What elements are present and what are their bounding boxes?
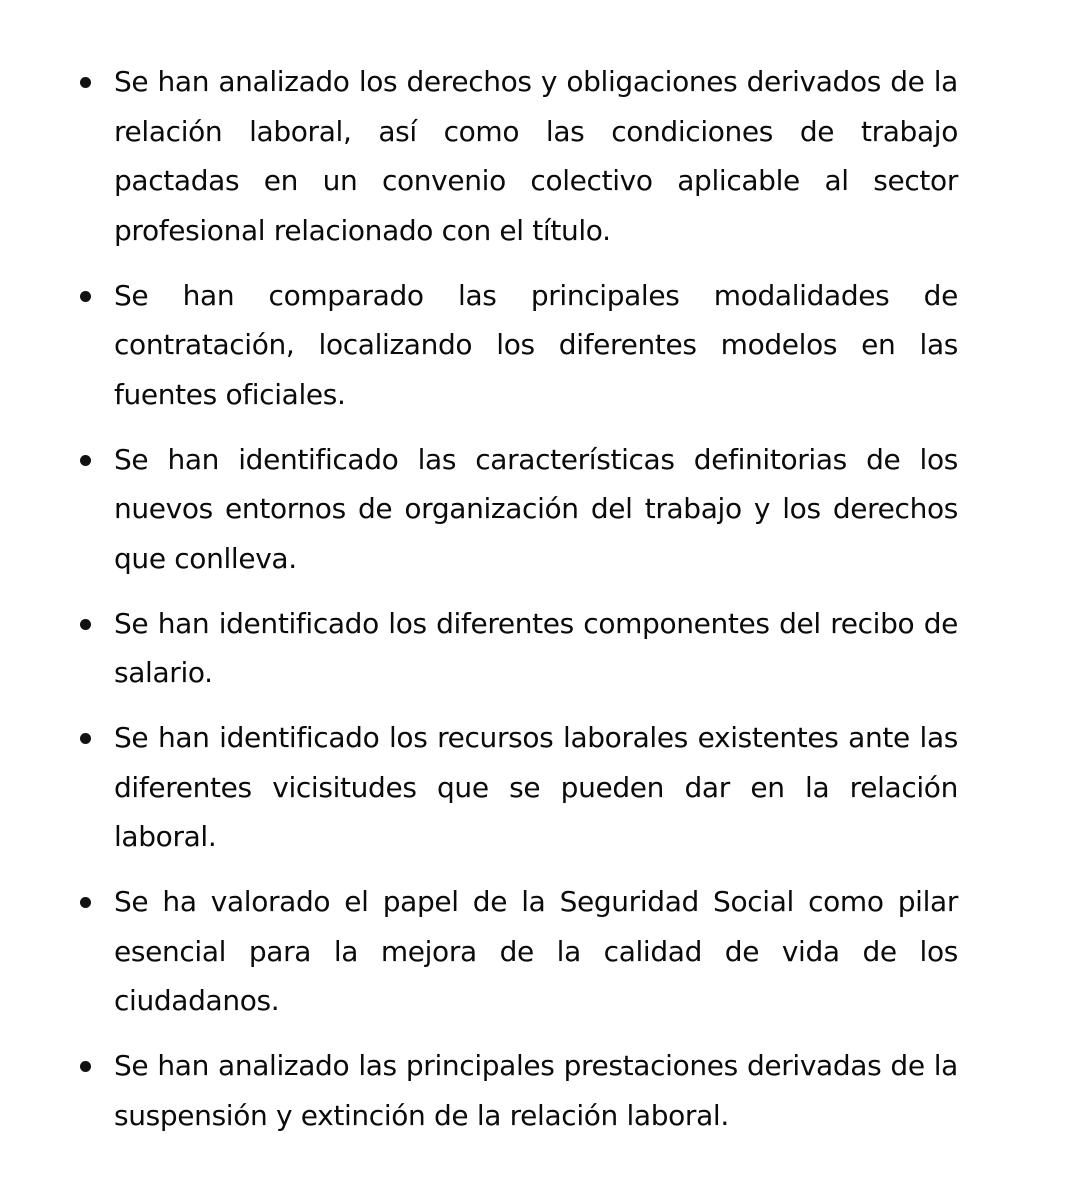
bullet-icon <box>80 1061 91 1072</box>
list-item-text: Se han identificado los diferentes componentes del recibo de salario. <box>114 606 958 689</box>
bullet-icon <box>80 619 91 630</box>
bullet-icon <box>80 897 91 908</box>
list-item-text: Se han identificado los recursos laborales existentes ante las diferentes vicisitudes que se pueden dar en la relación laboral. <box>114 721 958 853</box>
bullet-icon <box>80 733 91 744</box>
list-item <box>114 435 958 584</box>
bullet-icon <box>80 77 91 88</box>
list-item-text: Se han analizado las principales prestaciones derivadas de la suspensión y extinción de la relación laboral. <box>114 1049 958 1132</box>
list-item-text: Se han identificado las características definitorias de los nuevos entornos de organización del trabajo y los derechos que conlleva. <box>114 442 958 575</box>
bullet-list <box>114 57 958 1156</box>
list-item <box>114 271 958 420</box>
bullet-icon <box>80 455 91 466</box>
list-item-text: Se han analizado los derechos y obligaciones derivados de la relación laboral, así como las condiciones de trabajo pactadas en un convenio colectivo aplicable al sector profesional relacionado con el título. <box>114 65 958 247</box>
bullet-icon <box>80 291 91 302</box>
list-item-text: Se han comparado las principales modalidades de contratación, localizando los diferentes modelos en las fuentes oficiales. <box>114 278 958 411</box>
list-item <box>114 57 958 255</box>
list-item <box>114 713 958 862</box>
list-item <box>114 877 958 1026</box>
list-item <box>114 1041 958 1140</box>
list-item <box>114 599 958 698</box>
list-item-text: Se ha valorado el papel de la Seguridad Social como pilar esencial para la mejora de la calidad de vida de los ciudadanos. <box>114 885 958 1017</box>
